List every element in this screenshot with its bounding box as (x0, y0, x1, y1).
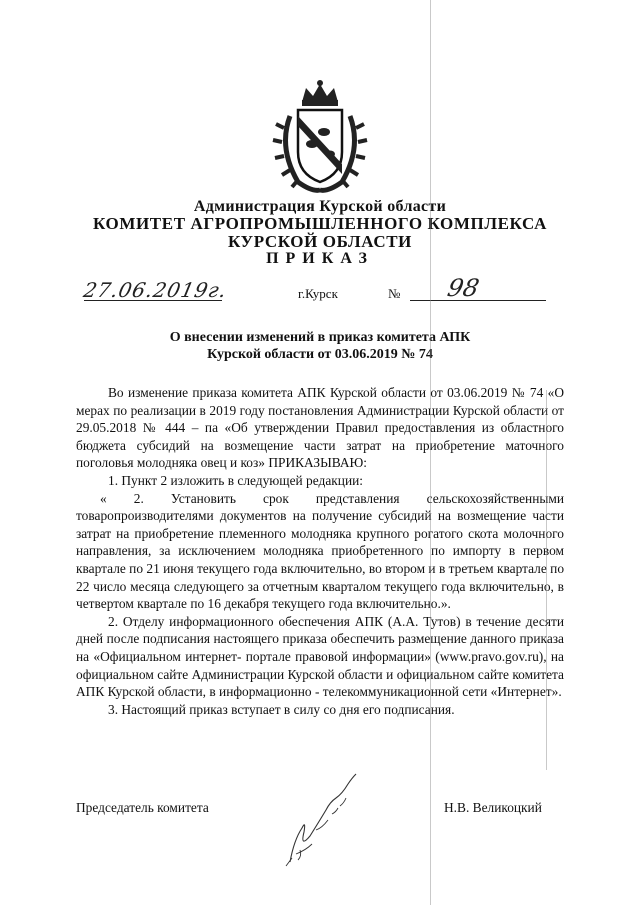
city-label: г.Курск (298, 286, 338, 301)
item-1-paragraph: 1. Пункт 2 изложить в следующей редакции: (108, 472, 364, 488)
coat-of-arms-emblem (268, 78, 372, 196)
handwritten-order-number: 98 (445, 274, 482, 302)
item-2-paragraph: 2. Отделу информационного обеспечения АПК (А.А. Тутов) в течение десяти дней после подписания настоящего приказа обеспечить размещение данного приказа на «Официальном интернет- портале правовой информации» (www.pravo.gov.ru), на официальном сайте Администрации Курской области и официальном сайте комитета АПК Курской области, в информационно - телекоммуникационной сети «Интернет». (76, 613, 564, 700)
subject-line2: Курской области от 03.06.2019 № 74 (207, 347, 433, 362)
handwritten-date: 27.06.2019г. (81, 278, 230, 302)
scan-artifact-line (546, 390, 547, 770)
scan-artifact-line (430, 0, 431, 905)
order-body (76, 384, 564, 718)
document-type: ПРИКАЗ (266, 250, 374, 267)
item-3-paragraph: 3. Настоящий приказ вступает в силу со дня его подписания. (108, 701, 455, 717)
date-underline (84, 300, 222, 301)
administration-name: Администрация Курской области (193, 198, 447, 215)
committee-name-line2: КУРСКОЙ ОБЛАСТИ (228, 232, 412, 251)
handwritten-signature (276, 770, 366, 870)
quoted-item-2-paragraph: « 2. Установить срок представления сельскохозяйственными товаропроизводителями документов на получение субсидий на возмещение части затрат на приобретение племенного молодняка крупного рогатого скота молочного направления, за исключением молодняка приобретенного по импорту в первом квартале по 21 июня текущего года включительно, во втором и в третьем квартале по 22 число месяца следующего за отчетным кварталом текущего года включительно, в четвертом квартале по 16 декабря текущего года включительно.». (76, 490, 565, 612)
signer-name: Н.В. Великоцкий (444, 800, 542, 815)
signer-title: Председатель комитета (76, 800, 209, 815)
subject-line1: О внесении изменений в приказ комитета АПК (169, 330, 471, 345)
number-sign: № (388, 286, 401, 301)
committee-name-line1: КОМИТЕТ АГРОПРОМЫШЛЕННОГО КОМПЛЕКСА (93, 214, 547, 233)
preamble-paragraph: Во изменение приказа комитета АПК Курской области от 03.06.2019 № 74 «О мерах по реализации в 2019 году постановления Администрации Курской области от 29.05.2018 № 444 – па «Об утверждении Правил предоставления из областного бюджета субсидий на возмещение части затрат на приобретение маточного поголовья молодняка овец и коз» ПРИКАЗЫВАЮ: (76, 385, 564, 471)
